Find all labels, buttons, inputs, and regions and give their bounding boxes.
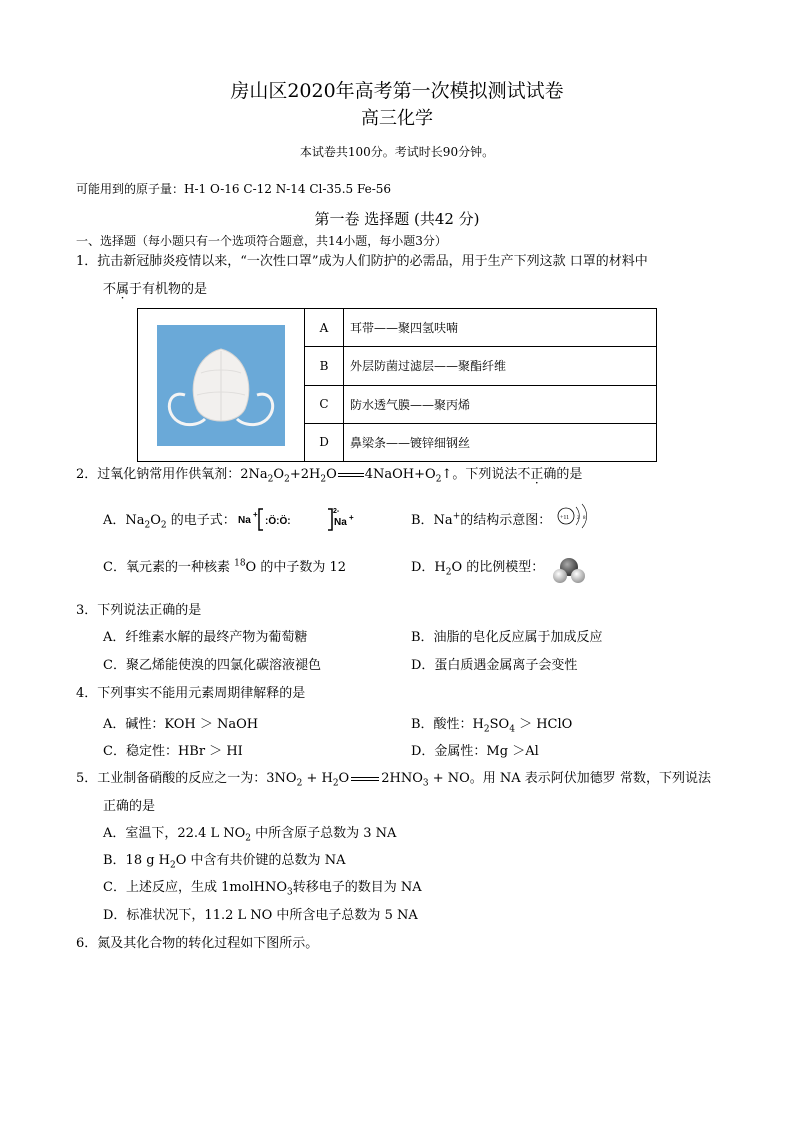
section-instruction: 一、选择题（每小题只有一个选项符合题意，共14小题，每小题3分） (76, 234, 447, 248)
option-c-text: 防水透气膜——聚丙烯 (344, 385, 657, 423)
q6-stem: 6．氮及其化合物的转化过程如下图所示。 (76, 936, 319, 951)
q4-option-c: C．稳定性：HBr ＞ HI (103, 744, 243, 759)
page-title: 房山区2020年高考第一次模拟测试试卷 (230, 80, 564, 102)
q3-option-d: D．蛋白质遇金属离子会变性 (411, 658, 578, 673)
svg-text:+: + (349, 513, 354, 522)
exam-info: 本试卷共100分。考试时长90分钟。 (299, 145, 495, 159)
svg-text:2-: 2- (333, 508, 340, 515)
q5-option-d: D．标准状况下，11.2 L NO 中所含电子总数为 5 NA (103, 908, 418, 923)
q3-option-b: B．油脂的皂化反应属于加成反应 (411, 630, 603, 645)
svg-text:+11: +11 (560, 515, 570, 521)
q3-option-a: A．纤维素水解的最终产物为葡萄糖 (103, 630, 308, 645)
face-mask-icon (157, 325, 285, 446)
q1-stem-line1: 1．抗击新冠肺炎疫情以来，“一次性口罩”成为人们防护的必需品，用于生产下列这款 口罩的材料中 (76, 254, 648, 269)
q4-stem: 4．下列事实不能用元素周期律解释的是 (76, 686, 306, 701)
equals-sign-icon (351, 777, 379, 781)
svg-text:+: + (253, 510, 258, 519)
option-b-letter: B (305, 347, 344, 385)
mask-image (157, 325, 285, 446)
mask-image-cell (138, 309, 305, 462)
q4-option-a: A．碱性：KOH ＞ NaOH (103, 717, 259, 732)
q2-stem: 2．过氧化钠常用作供氧剂：$2Na_2O_2+2H_2O$ $4NaOH+O_2↑$。下列说法不正确的是 (76, 467, 583, 485)
water-model-icon (549, 556, 589, 590)
option-d-letter: D (305, 423, 344, 461)
q2-emphasis: 不正确 (517, 467, 557, 482)
q5-stem-line2: 正确的是 (103, 799, 156, 814)
q2-option-b: B．Na+的结构示意图： (411, 511, 552, 528)
q1-stem-line2: 不属于有机物的是 (103, 282, 208, 297)
svg-text:2: 2 (577, 516, 580, 521)
option-c-letter: C (305, 385, 344, 423)
q3-stem: 3．下列说法正确的是 (76, 603, 202, 618)
na2o2-electron-formula-icon (238, 503, 358, 537)
q2-option-a: A．$Na_2O_2$ 的电子式： (103, 513, 236, 531)
q2-option-c: C．氧元素的一种核素 $^{18}$O 的中子数为 12 (103, 558, 347, 575)
q4-option-d: D．金属性：Mg ＞Al (411, 744, 539, 759)
q1-options-table (137, 308, 657, 462)
option-a-letter: A (305, 309, 344, 347)
option-b-text: 外层防菌过滤层——聚酯纤维 (344, 347, 657, 385)
q5-option-a: A．室温下，22.4 L $NO_2$ 中所含原子总数为 3 NA (103, 826, 397, 844)
q3-option-c: C．聚乙烯能使溴的四氯化碳溶液褪色 (103, 658, 321, 673)
atomic-masses: 可能用到的原子量：H-1 O-16 C-12 N-14 Cl-35.5 Fe-56 (76, 182, 392, 196)
q4-option-b: B．酸性：$H_2SO_4$ ＞ HClO (411, 717, 573, 735)
q5-option-c: C．上述反应，生成 1molHNO$_3$转移电子的数目为 NA (103, 880, 422, 898)
option-d-text: 鼻梁条——镀锌细钢丝 (344, 423, 657, 461)
section-title: 第一卷 选择题 (共42 分) (314, 210, 480, 228)
svg-text:Na: Na (334, 517, 347, 528)
option-a-text: 耳带——聚四氢呋喃 (344, 309, 657, 347)
page-subtitle: 高三化学 (361, 108, 433, 129)
q1-emphasis: 不属于 (103, 282, 143, 297)
q2-option-d: D．$H_2O$ 的比例模型： (411, 560, 545, 578)
q5-stem: 5．工业制备硝酸的反应之一为：$3NO_2 + H_2O$ $2HNO_3$ + NO。用 NA 表示阿伏加德罗 常数，下列说法 (76, 771, 711, 789)
svg-text::Ö:Ö:: :Ö:Ö: (265, 516, 291, 527)
na-ion-structure-icon (555, 501, 595, 535)
svg-text:8: 8 (583, 516, 586, 521)
equals-sign-icon (338, 473, 364, 477)
svg-text:Na: Na (238, 515, 251, 526)
q5-option-b: B．18 g $H_2O$ 中含有共价键的总数为 NA (103, 853, 346, 871)
